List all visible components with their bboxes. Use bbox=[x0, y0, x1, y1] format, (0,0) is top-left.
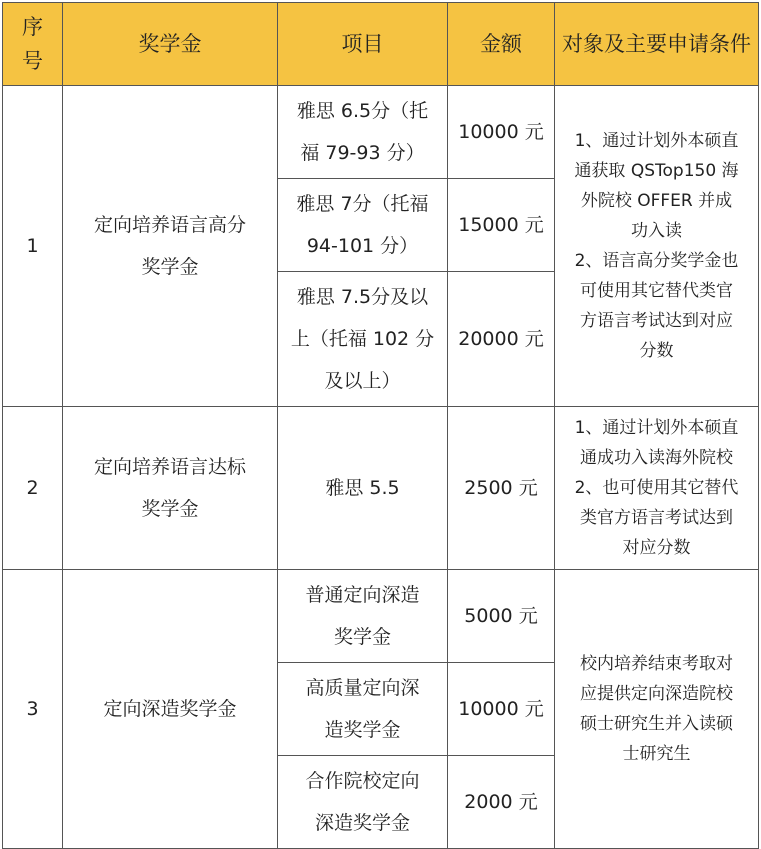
row-amount: 2000 元 bbox=[448, 756, 555, 849]
row-item: 雅思 7分（托福 94-101 分） bbox=[278, 179, 448, 272]
header-conditions: 对象及主要申请条件 bbox=[555, 3, 759, 86]
row-amount: 2500 元 bbox=[448, 407, 555, 570]
row-amount: 10000 元 bbox=[448, 663, 555, 756]
header-row bbox=[3, 3, 759, 86]
row-conditions: 1、通过计划外本硕直 通获取 QSTop150 海 外院校 OFFER 并成 功入读 2、语言高分奖学金也 可使用其它替代类官 方语言考试达到对应 分数 bbox=[555, 86, 759, 407]
row-amount: 5000 元 bbox=[448, 570, 555, 663]
row-scholarship: 定向培养语言高分 奖学金 bbox=[63, 86, 278, 407]
row-item: 普通定向深造 奖学金 bbox=[278, 570, 448, 663]
table-row bbox=[3, 86, 759, 179]
row-conditions: 校内培养结束考取对 应提供定向深造院校 硕士研究生并入读硕 士研究生 bbox=[555, 570, 759, 849]
row-index: 2 bbox=[3, 407, 63, 570]
header-amount: 金额 bbox=[448, 3, 555, 86]
row-item: 合作院校定向 深造奖学金 bbox=[278, 756, 448, 849]
row-item: 雅思 7.5分及以 上（托福 102 分 及以上） bbox=[278, 272, 448, 407]
table-row bbox=[3, 407, 759, 570]
row-amount: 20000 元 bbox=[448, 272, 555, 407]
row-index: 3 bbox=[3, 570, 63, 849]
row-item: 高质量定向深 造奖学金 bbox=[278, 663, 448, 756]
row-conditions: 1、通过计划外本硕直 通成功入读海外院校 2、也可使用其它替代 类官方语言考试达到 对应分数 bbox=[555, 407, 759, 570]
row-scholarship: 定向培养语言达标 奖学金 bbox=[63, 407, 278, 570]
row-index: 1 bbox=[3, 86, 63, 407]
table-row bbox=[3, 570, 759, 663]
scholarship-table bbox=[2, 2, 759, 849]
header-item: 项目 bbox=[278, 3, 448, 86]
header-scholarship: 奖学金 bbox=[63, 3, 278, 86]
header-index: 序 号 bbox=[3, 3, 63, 86]
row-amount: 15000 元 bbox=[448, 179, 555, 272]
row-item: 雅思 6.5分（托 福 79-93 分） bbox=[278, 86, 448, 179]
row-item: 雅思 5.5 bbox=[278, 407, 448, 570]
row-amount: 10000 元 bbox=[448, 86, 555, 179]
row-scholarship: 定向深造奖学金 bbox=[63, 570, 278, 849]
scholarship-table-container bbox=[2, 2, 759, 849]
